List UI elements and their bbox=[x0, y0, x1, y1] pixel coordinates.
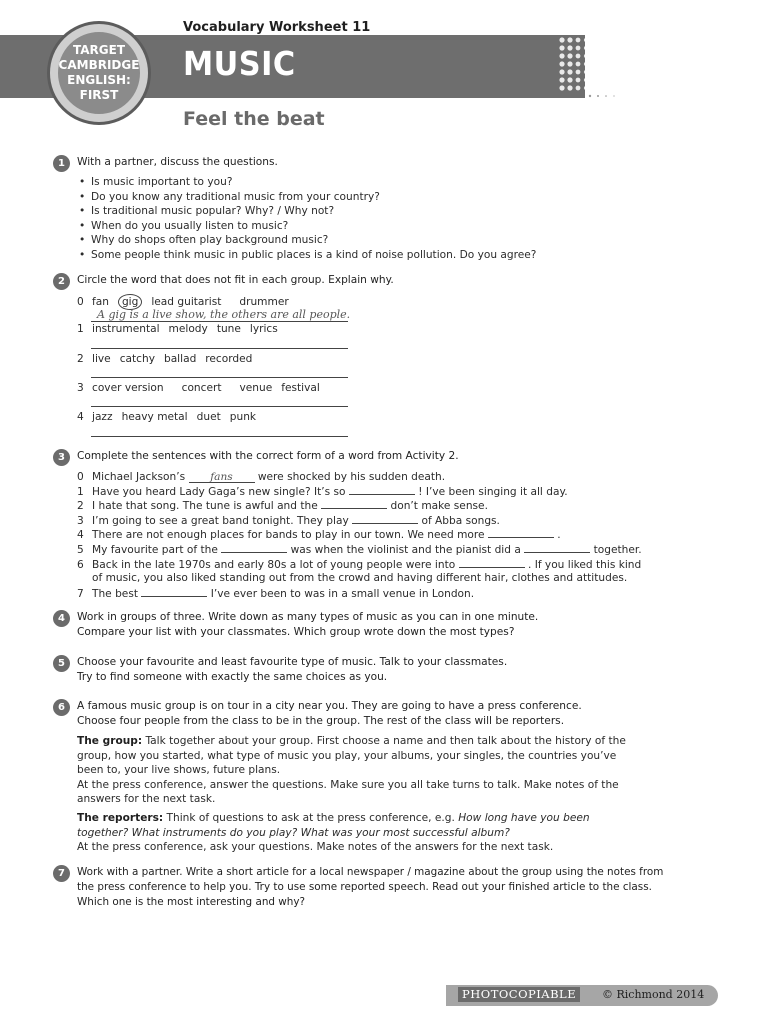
badge-line: TARGET bbox=[72, 43, 125, 57]
instruction-line: Work with a partner. Write a short article for a local newspaper / magazine about the group using the notes from bbox=[77, 866, 664, 878]
body-line: At the press conference, ask your questions. Make notes of the answers for the next task. bbox=[77, 841, 554, 854]
badge-line: CAMBRIDGE bbox=[58, 58, 140, 72]
activity-instruction: Circle the word that does not fit in each group. Explain why. bbox=[77, 274, 394, 286]
sentence-text: together. bbox=[593, 544, 642, 556]
instruction-line: Choose four people from the class to be in the group. The rest of the class will be reporters. bbox=[77, 715, 565, 727]
word-group-row bbox=[77, 322, 278, 336]
word[interactable]: concert bbox=[181, 382, 222, 394]
example-answer: A gig is a live show, the others are all people. bbox=[97, 308, 351, 321]
item-number: 3 bbox=[77, 515, 84, 527]
body-line: been to, your live shows, future plans. bbox=[77, 764, 281, 777]
item-number: 1 bbox=[77, 323, 84, 335]
activity-number: 5 bbox=[53, 655, 70, 672]
item-number: 2 bbox=[77, 353, 84, 365]
word[interactable]: punk bbox=[229, 411, 257, 423]
activity-number: 2 bbox=[53, 273, 70, 290]
answer-line[interactable] bbox=[91, 436, 348, 437]
word[interactable]: jazz bbox=[92, 411, 113, 423]
activity-instruction bbox=[77, 655, 717, 685]
word[interactable]: duet bbox=[196, 411, 221, 423]
answer-blank[interactable] bbox=[321, 498, 387, 509]
sentence-row bbox=[77, 484, 568, 499]
word-group-row bbox=[77, 381, 320, 395]
activity-instruction bbox=[77, 699, 717, 729]
sentence-text: of Abba songs. bbox=[421, 515, 500, 527]
word[interactable]: ballad bbox=[163, 353, 197, 365]
item-number: 4 bbox=[77, 529, 84, 541]
word[interactable]: heavy metal bbox=[121, 411, 188, 423]
sentence-text: was when the violinist and the pianist did a bbox=[290, 544, 521, 556]
example-questions: together? What instruments do you play? What was your most successful album? bbox=[77, 826, 510, 839]
instruction-line: the press conference to help you. Try to use some reported speech. Read out your finished article to the class. bbox=[77, 881, 652, 893]
sentence-text: I’m going to see a great band tonight. They play bbox=[92, 515, 349, 527]
word[interactable]: lyrics bbox=[249, 323, 278, 335]
word-group-row bbox=[77, 352, 252, 366]
item-number: 7 bbox=[77, 588, 84, 600]
activity-number: 7 bbox=[53, 865, 70, 882]
photocopiable-label: PHOTOCOPIABLE bbox=[458, 987, 580, 1002]
sentence-text: . bbox=[557, 529, 561, 541]
activity-instruction bbox=[77, 865, 737, 910]
word: fan bbox=[92, 296, 109, 308]
body-line: Think of questions to ask at the press conference, e.g. bbox=[166, 812, 455, 824]
answer-line[interactable] bbox=[91, 377, 348, 378]
activity-number: 3 bbox=[53, 449, 70, 466]
instruction-line: Which one is the most interesting and why? bbox=[77, 896, 306, 908]
body-line: group, how you started, what type of music you play, your albums, your singles, the countries you’ve bbox=[77, 749, 617, 762]
badge-line: ENGLISH: bbox=[67, 73, 131, 87]
circled-word: gig bbox=[118, 294, 142, 310]
word: drummer bbox=[239, 296, 289, 308]
question-item: • Do you know any traditional music from your country? bbox=[77, 190, 677, 205]
item-number: 5 bbox=[77, 544, 84, 556]
answer-line[interactable] bbox=[91, 348, 348, 349]
question-item: • Why do shops often play background music? bbox=[77, 233, 677, 248]
item-number: 0 bbox=[77, 471, 84, 483]
sentence-row bbox=[77, 513, 500, 528]
worksheet-title: Vocabulary Worksheet 11 bbox=[183, 20, 371, 35]
page-subtitle: Feel the beat bbox=[183, 108, 325, 130]
word[interactable]: festival bbox=[281, 382, 320, 394]
activity-number: 4 bbox=[53, 610, 70, 627]
activity-instruction: Complete the sentences with the correct form of a word from Activity 2. bbox=[77, 450, 459, 462]
activity-instruction bbox=[77, 610, 717, 640]
word[interactable]: live bbox=[92, 353, 111, 365]
word[interactable]: tune bbox=[216, 323, 241, 335]
sentence-text: Back in the late 1970s and early 80s a lot of young people were into bbox=[92, 559, 456, 571]
sentence-text: don’t make sense. bbox=[390, 500, 488, 512]
activity-number: 6 bbox=[53, 699, 70, 716]
sentence-text: . If you liked this kind bbox=[527, 559, 642, 571]
sentence-row bbox=[77, 470, 445, 484]
sentence-text: I’ve ever been to was in a small venue in London. bbox=[210, 588, 475, 600]
sentence-text: Michael Jackson’s bbox=[92, 471, 186, 483]
word[interactable]: cover version bbox=[92, 382, 164, 394]
instruction-line: Work in groups of three. Write down as many types of music as you can in one minute. bbox=[77, 611, 539, 623]
item-number: 2 bbox=[77, 500, 84, 512]
word[interactable]: recorded bbox=[205, 353, 253, 365]
question-item: • When do you usually listen to music? bbox=[77, 219, 677, 234]
word[interactable]: catchy bbox=[119, 353, 155, 365]
sentence-text: Have you heard Lady Gaga’s new single? It’s so bbox=[92, 486, 346, 498]
item-number: 1 bbox=[77, 486, 84, 498]
item-number: 6 bbox=[77, 559, 84, 571]
answer-blank[interactable] bbox=[349, 484, 415, 495]
question-item: • Is music important to you? bbox=[77, 175, 677, 190]
item-number: 4 bbox=[77, 411, 84, 423]
topic-title: MUSIC bbox=[183, 44, 296, 83]
body-line: At the press conference, answer the questions. Make sure you all take turns to talk. Make notes of the bbox=[77, 778, 619, 791]
sentence-row bbox=[77, 557, 641, 572]
activity-number: 1 bbox=[53, 155, 70, 172]
answer-line[interactable] bbox=[91, 406, 348, 407]
instruction-line: Try to find someone with exactly the same choices as you. bbox=[77, 671, 388, 683]
reporters-instructions bbox=[77, 811, 697, 855]
answer-blank[interactable] bbox=[221, 542, 287, 553]
body-line: Talk together about your group. First choose a name and then talk about the history of the bbox=[145, 735, 626, 747]
sentence-text: were shocked by his sudden death. bbox=[257, 471, 446, 483]
sentence-text: My favourite part of the bbox=[92, 544, 218, 556]
instruction-line: A famous music group is on tour in a city near you. They are going to have a press conference. bbox=[77, 700, 582, 712]
example-answer: fans bbox=[189, 472, 255, 483]
dot-pattern bbox=[556, 34, 646, 98]
sentence-text: The best bbox=[92, 588, 138, 600]
answer-blank[interactable] bbox=[524, 542, 590, 553]
sentence-continuation: of music, you also liked standing out from the crowd and having different hair, clothes and attitudes. bbox=[92, 572, 628, 584]
word: lead guitarist bbox=[151, 296, 222, 308]
question-item: • Some people think music in public places is a kind of noise pollution. Do you agree? bbox=[77, 248, 677, 263]
instruction-line: Compare your list with your classmates. Which group wrote down the most types? bbox=[77, 626, 515, 638]
group-instructions bbox=[77, 734, 697, 807]
question-item: • Is traditional music popular? Why? / Why not? bbox=[77, 204, 677, 219]
sentence-text: I hate that song. The tune is awful and the bbox=[92, 500, 318, 512]
answer-blank[interactable] bbox=[488, 527, 554, 538]
example-questions: How long have you been bbox=[458, 812, 590, 824]
copyright-text: © Richmond 2014 bbox=[602, 988, 705, 1001]
sentence-text: There are not enough places for bands to play in our town. We need more bbox=[92, 529, 485, 541]
question-list bbox=[77, 175, 677, 263]
item-number: 3 bbox=[77, 382, 84, 394]
sentence-text: ! I’ve been singing it all day. bbox=[418, 486, 568, 498]
instruction-line: Choose your favourite and least favourite type of music. Talk to your classmates. bbox=[77, 656, 508, 668]
item-number: 0 bbox=[77, 296, 84, 308]
sentence-row bbox=[77, 498, 488, 513]
badge-line: FIRST bbox=[79, 88, 119, 102]
sentence-row bbox=[77, 586, 474, 601]
word[interactable]: melody bbox=[168, 323, 208, 335]
answer-blank[interactable] bbox=[141, 586, 207, 597]
activity-instruction: With a partner, discuss the questions. bbox=[77, 156, 278, 168]
group-label: The group: bbox=[77, 735, 143, 747]
word[interactable]: venue bbox=[239, 382, 273, 394]
reporters-label: The reporters: bbox=[77, 812, 164, 824]
answer-blank[interactable] bbox=[352, 513, 418, 524]
word-group-row bbox=[77, 410, 256, 424]
course-badge-logo bbox=[50, 24, 148, 122]
sentence-row bbox=[77, 527, 561, 542]
sentence-row bbox=[77, 542, 642, 557]
body-line: answers for the next task. bbox=[77, 793, 216, 806]
answer-blank[interactable] bbox=[459, 557, 525, 568]
word[interactable]: instrumental bbox=[92, 323, 160, 335]
